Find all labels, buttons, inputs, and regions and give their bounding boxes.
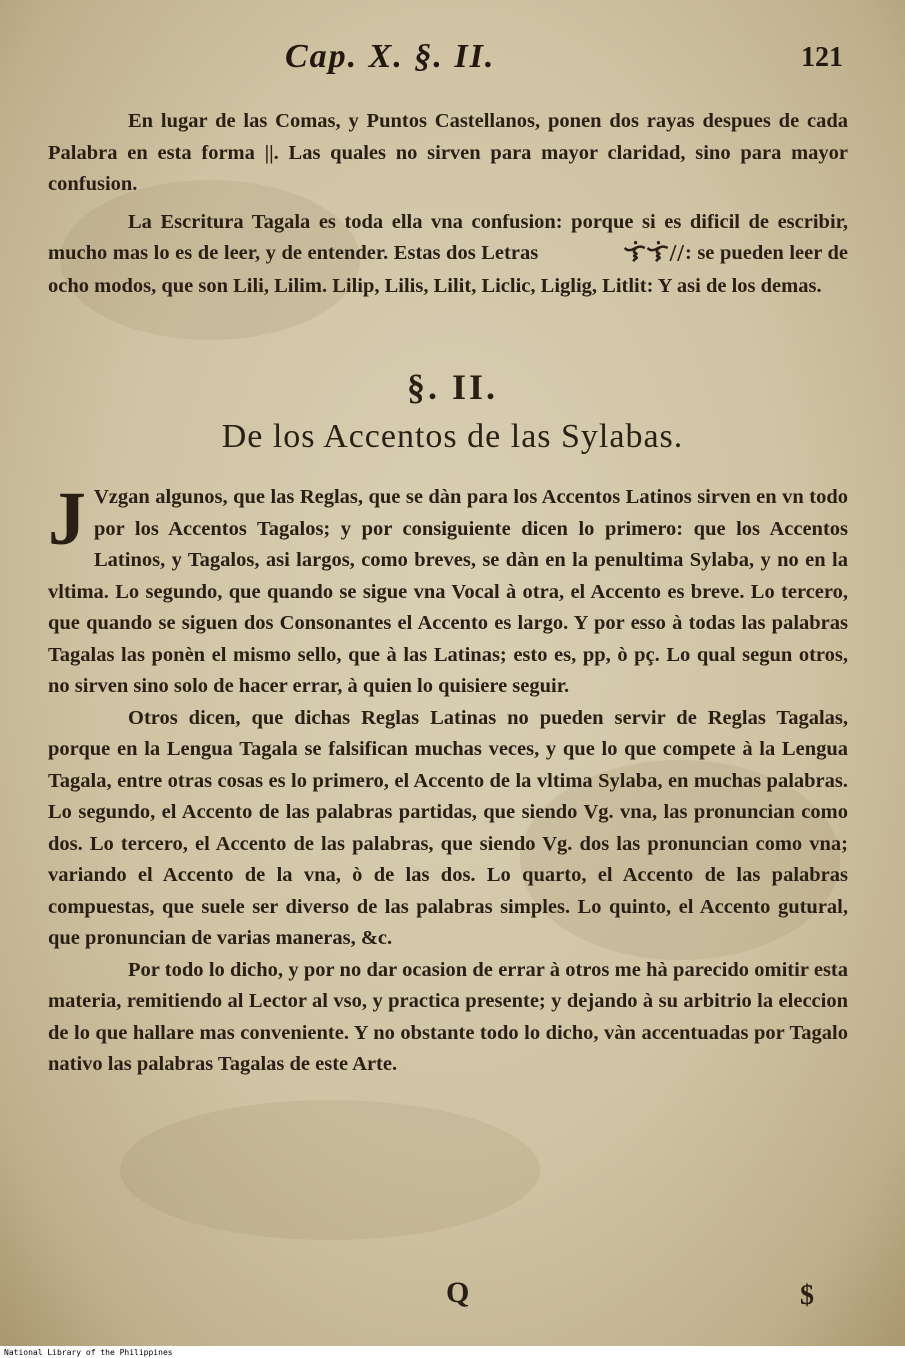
body-text bbox=[48, 477, 848, 1081]
body-paragraph-2: Otros dicen, que dichas Reglas Latinas no pueden servir de Reglas Tagalas, porque en la Lengua Tagala se falsifican muchas veces, y que lo que compete à la Lengua Tagala, entre otras cosas es lo primero, el Accento de la vltima Sylaba, en muchas palabras. Lo segundo, el Accento de las palabras partidas, que siendo Vg. vna, las pronuncian como dos. Lo tercero, el Accento de las palabras, que siendo Vg. dos las pronuncian como vna; variando el Accento de la vna, ò de las dos. Lo quarto, el Accento de las palabras compuestas, que suele ser diverso de las palabras simples. Lo quinto, el Accento gutural, que pronuncian de varias maneras, &c. bbox=[48, 706, 848, 949]
top-paragraph-2 bbox=[48, 207, 848, 303]
paper-stain bbox=[120, 1100, 540, 1240]
drop-cap: J bbox=[48, 477, 86, 561]
top-paragraph-1: En lugar de las Comas, y Puntos Castellanos, ponen dos rayas despues de cada Palabra en esta forma ||. Las quales no sirven para mayor claridad, sino para mayor confusion. bbox=[48, 110, 848, 195]
library-credit: National Library of the Philippines bbox=[4, 1348, 173, 1357]
top-paragraph-2-start: La Escritura Tagala es toda ella vna confusion: porque si es dificil de escribir, mucho mas lo es de leer, y de entender. Estas dos Letras bbox=[48, 210, 848, 264]
section-mark: §. II. bbox=[406, 367, 499, 407]
body-paragraph-1: Vzgan algunos, que las Reglas, que se dàn para los Accentos Latinos sirven en vn todo por los Accentos Tagalos; y por consiguiente dicen lo primero: que los Accentos Latinos, y Tagalos, asi largos, como breves, se dàn en la penultima Sylaba, y no en la vltima. Lo segundo, que quando se sigue vna Vocal à otra, el Accento es breve. Lo tercero, que quando se siguen dos Consonantes el Accento es largo. Y por esso à todas las palabras Tagalas las ponèn el mismo sello, que à las Latinas; esto es, pp, ò pç. Lo qual segun otros, no sirven sino solo de hacer errar, à quien lo quisiere seguir. bbox=[48, 486, 848, 697]
signature-mark: $ bbox=[800, 1280, 814, 1311]
body-paragraph-3: Por todo lo dicho, y por no dar ocasion de errar à otros me hà parecido omitir esta materia, remitiendo al Lector al vso, y practica presente; y dejando à su arbitrio la eleccion de lo que hallare mas conveniente. Y no obstante todo lo dicho, vàn accentuadas por Tagalo nativo las palabras Tagalas de este Arte. bbox=[48, 958, 848, 1075]
section-title: De los Accentos de las Sylabas. bbox=[221, 418, 684, 455]
running-head: Cap. X. §. II. bbox=[285, 38, 496, 75]
top-text bbox=[48, 106, 848, 302]
top-paragraph-2-end: : se pueden leer de ocho modos, que son Lili, Lilim. Lilip, Lilis, Lilit, Liclic, Liglig, Litlit: Y asi de los demas. bbox=[48, 242, 849, 297]
catchword: Q bbox=[446, 1276, 470, 1309]
page-number: 121 bbox=[801, 42, 843, 73]
tagalog-script-letters: ᜎᜒᜎᜒ// bbox=[623, 241, 685, 267]
page-header bbox=[0, 38, 905, 88]
